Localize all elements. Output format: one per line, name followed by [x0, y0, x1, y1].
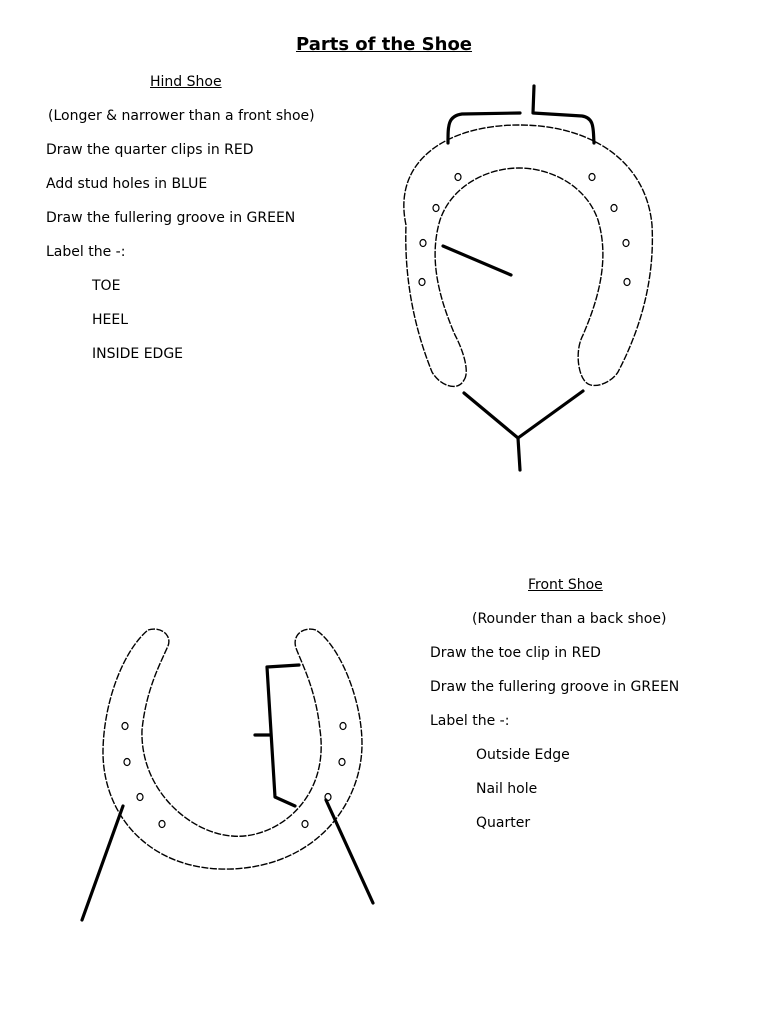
front-nail-hole: [339, 759, 345, 766]
front-quarter-bracket: [255, 665, 299, 806]
front-instruction-2: Draw the fullering groove in GREEN: [430, 679, 680, 695]
front-nail-hole: [122, 723, 128, 730]
hind-instruction-4: Label the -:: [46, 244, 126, 260]
front-heading: Front Shoe: [528, 577, 603, 593]
front-instruction-1: Draw the toe clip in RED: [430, 645, 601, 661]
hind-note: (Longer & narrower than a front shoe): [48, 108, 315, 124]
front-nail-hole: [340, 723, 346, 730]
hind-instruction-2: Add stud holes in BLUE: [46, 176, 208, 192]
front-nail-hole: [302, 821, 308, 828]
front-label-nail-hole: Nail hole: [476, 781, 538, 797]
front-instruction-3: Label the -:: [430, 713, 510, 729]
front-label-quarter: Quarter: [476, 815, 531, 831]
hind-label-heel: HEEL: [92, 312, 129, 328]
front-nail-hole: [137, 794, 143, 801]
page-title: Parts of the Shoe: [295, 34, 473, 55]
front-shoe-outline: [103, 629, 362, 869]
front-outside-edge-pointer: [82, 806, 123, 920]
front-nail-hole-pointer: [326, 800, 373, 903]
front-note: (Rounder than a back shoe): [472, 611, 667, 627]
hind-instruction-3: Draw the fullering groove in GREEN: [46, 210, 296, 226]
front-label-outside-edge: Outside Edge: [476, 747, 570, 763]
front-nail-hole: [124, 759, 130, 766]
front-nail-hole: [159, 821, 165, 828]
hind-heading: Hind Shoe: [150, 74, 222, 90]
hind-instruction-1: Draw the quarter clips in RED: [46, 142, 254, 158]
hind-label-inside-edge: INSIDE EDGE: [92, 346, 184, 362]
hind-label-toe: TOE: [92, 278, 121, 294]
